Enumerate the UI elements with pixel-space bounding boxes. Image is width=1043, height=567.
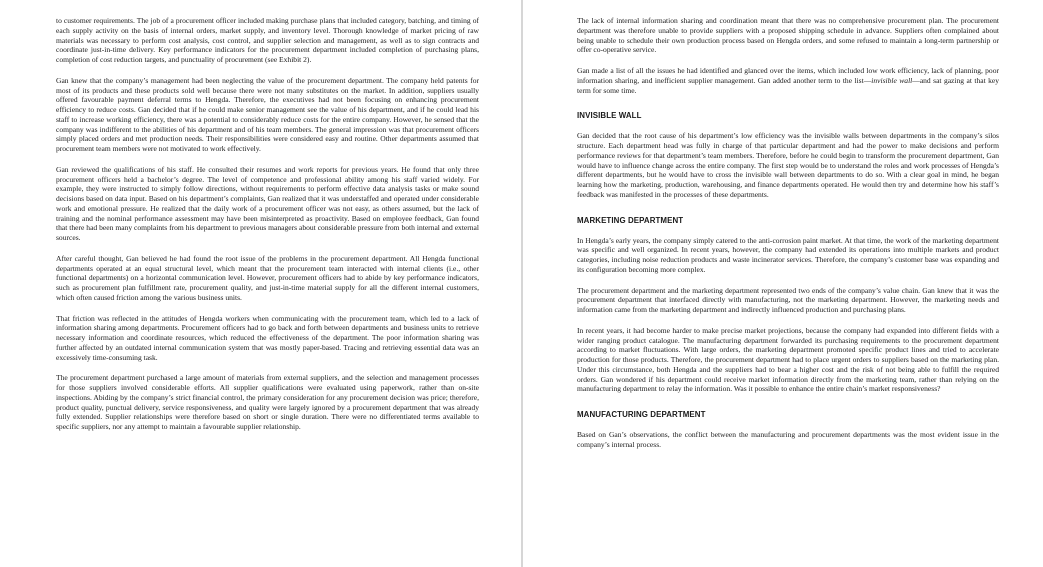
paragraph: Gan reviewed the qualifications of his staff. He consulted their resumes and work reports for previous years. He found that only three procurement officers held a bachelor’s degree. The level of competence and professional ability among his staff varied widely. For example, they were instructed to simply follow directions, without requirements to perform effective data analysis tasks or make sound decisions based on data input. Based on his department’s complaints, Gan realized that it was understaffed and operated under considerable work and emotional pressure. He realized that the daily work of a procurement officer was not easy, as others assumed, but the lack of training and the nominal performance assessment may have been misinterpreted as proactivity. Based on employee feedback, Gan found that there had been many complaints from his department to previous managers about considerable pressure from both internal and external sources. xyxy=(56,164,479,242)
emphasized-term: invisible wall xyxy=(871,75,913,85)
paragraph: That friction was reflected in the attitudes of Hengda workers when communicating with the procurement team, which led to a lack of information sharing among departments. Procurement officers had to go back and forth between departments and business units to retrieve necessary information and coordinate resources, which reduced the effectiveness of the department. The poor information sharing was further affected by an outdated internal communication system that was mostly paper-based. Tracing and retrieving essential data was an excessively time-consuming task. xyxy=(56,313,479,362)
paragraph: The procurement department and the marketing department represented two ends of the company’s value chain. Gan knew that it was the procurement department that interfaced directly with manufacturing, not the marketing department. However, the marketing needs and information came from the marketing department and indirectly influenced production and purchasing plans. xyxy=(577,285,999,314)
left-page xyxy=(0,0,521,567)
paragraph: The procurement department purchased a large amount of materials from external suppliers, and the selection and management processes for those suppliers involved considerable efforts. All supplier qualifications were evaluated using paperwork, rather than on-site inspections. Abiding by the company’s strict financial control, the primary consideration for any procurement decision was price; therefore, product quality, punctual delivery, service responsiveness, and quality were largely ignored by a procurement department that was already fully extended. Supplier relationships were therefore based on short or single duration. There were no differentiated terms available to specific suppliers, nor any attempt to maintain a favourable supplier relationship. xyxy=(56,373,479,431)
section-heading-marketing-department: MARKETING DEPARTMENT xyxy=(577,215,684,225)
paragraph: Based on Gan’s observations, the conflict between the manufacturing and procurement departments was the most evident issue in the company’s internal process. xyxy=(577,430,999,449)
paragraph: Gan decided that the root cause of his department’s low efficiency was the invisible walls between departments in the company’s silos structure. Each department head was fully in charge of that particular department and had the power to make decisions and perform performance reviews for that department’s team members. Therefore, before he could begin to transform the procurement department, Gan would have to influence change across the entire company. The first step would be to understand the roles and work processes of Hengda’s different departments, but he would have to cross the invisible wall between departments to do so. With a clear goal in mind, he began learning how the marketing, production, warehousing, and finance departments operated. He would then try and determine how his staff’s feedback was manifested in the processes of these departments. xyxy=(577,131,999,199)
paragraph: The lack of internal information sharing and coordination meant that there was no comprehensive procurement plan. The procurement department was therefore unable to provide suppliers with a proposed shipping schedule in advance. Suppliers often complained about being unable to schedule their own production process based on Hengda orders, and some refused to maintain a long-term partnership or offer co-operative service. xyxy=(577,16,999,55)
text-run: Gan made a list of all the issues he had identified and glanced over the items, which included low work efficiency, lack of planning, poor information sharing, and inefficient supplier management. Gan added another term to the list— xyxy=(577,66,999,85)
section-heading-manufacturing-department: MANUFACTURING DEPARTMENT xyxy=(577,410,706,419)
paragraph: Gan knew that the company’s management had been neglecting the value of the procurement department. The company held patents for most of its products and these products sold well because there were not many substitutes on the market. In addition, suppliers usually offered favourable payment deferral terms to Hengda. Therefore, the executives had not been focusing on enhancing procurement efficiency to reduce costs. Gan decided that if he could make senior management see the value of his department, and if he could lead his staff to increase working efficiency, there was a potential to considerably reduce costs for the entire company. However, he sensed that the company was indifferent to the abilities of his department and of his team members. The general impression was that procurement officers simply placed orders and met production needs. Their responsibilities were considered easy and routine. Other departments assumed that procurement team members were not motivated to work effectively. xyxy=(56,75,479,153)
paragraph: In recent years, it had become harder to make precise market projections, because the company had expanded into different fields with a wider ranging product catalogue. The manufacturing department forwarded its purchasing requirements to the procurement department according to market fluctuations. With large orders, the marketing department promoted specific product lines and tried to accelerate production for those products. Therefore, the procurement department had to place urgent orders to suppliers based on the marketing plan. Under this circumstance, both Hengda and the suppliers had to bear a higher cost and the risk of not being able to fulfill the required orders. Gan wondered if his department could receive market information directly from the marketing team, rather than relying on the manufacturing department to relay the information. Was it possible to enhance the entire chain’s market responsiveness? xyxy=(577,325,999,394)
issues-list-paragraph xyxy=(577,66,999,95)
paragraph: After careful thought, Gan believed he had found the root issue of the problems in the procurement department. All Hengda functional departments operated at an equal structural level, which meant that the procurement team interacted with internal clients (i.e., other functional departments) on a horizontal communication level. However, procurement officers had to abide by key performance indicators, such as procurement plan fulfillment rate, procurement quality, and just-in-time material supply for all the different internal customers, which often caused friction among the various business units. xyxy=(56,253,479,302)
right-page xyxy=(523,0,1043,567)
text-run: —and sat gazing at that key term for some time. xyxy=(577,75,999,95)
paragraph: to customer requirements. The job of a procurement officer included making purchase plans that included category, batching, and timing of each supply activity on the basis of internal orders, market supply, and inventory level. Thorough knowledge of market pricing of raw materials was necessary to perform cost analysis, cost control, and supplier selection and management, as well as to sign contracts and coordinate just-in-time delivery. Key performance indicators for the procurement department included completion of purchasing plans, completion of cost reduction targets, and punctuality of procurement (see Exhibit 2). xyxy=(56,16,479,64)
paragraph: In Hengda’s early years, the company simply catered to the anti-corrosion paint market. At that time, the work of the marketing department was specific and well organized. In recent years, however, the company had extended its operations into multiple markets and product categories, including noise reduction products and waste incinerator services. Therefore, the company’s customer base was expanding and its configuration becoming more complex. xyxy=(577,235,999,274)
section-heading-invisible-wall: INVISIBLE WALL xyxy=(577,111,642,121)
